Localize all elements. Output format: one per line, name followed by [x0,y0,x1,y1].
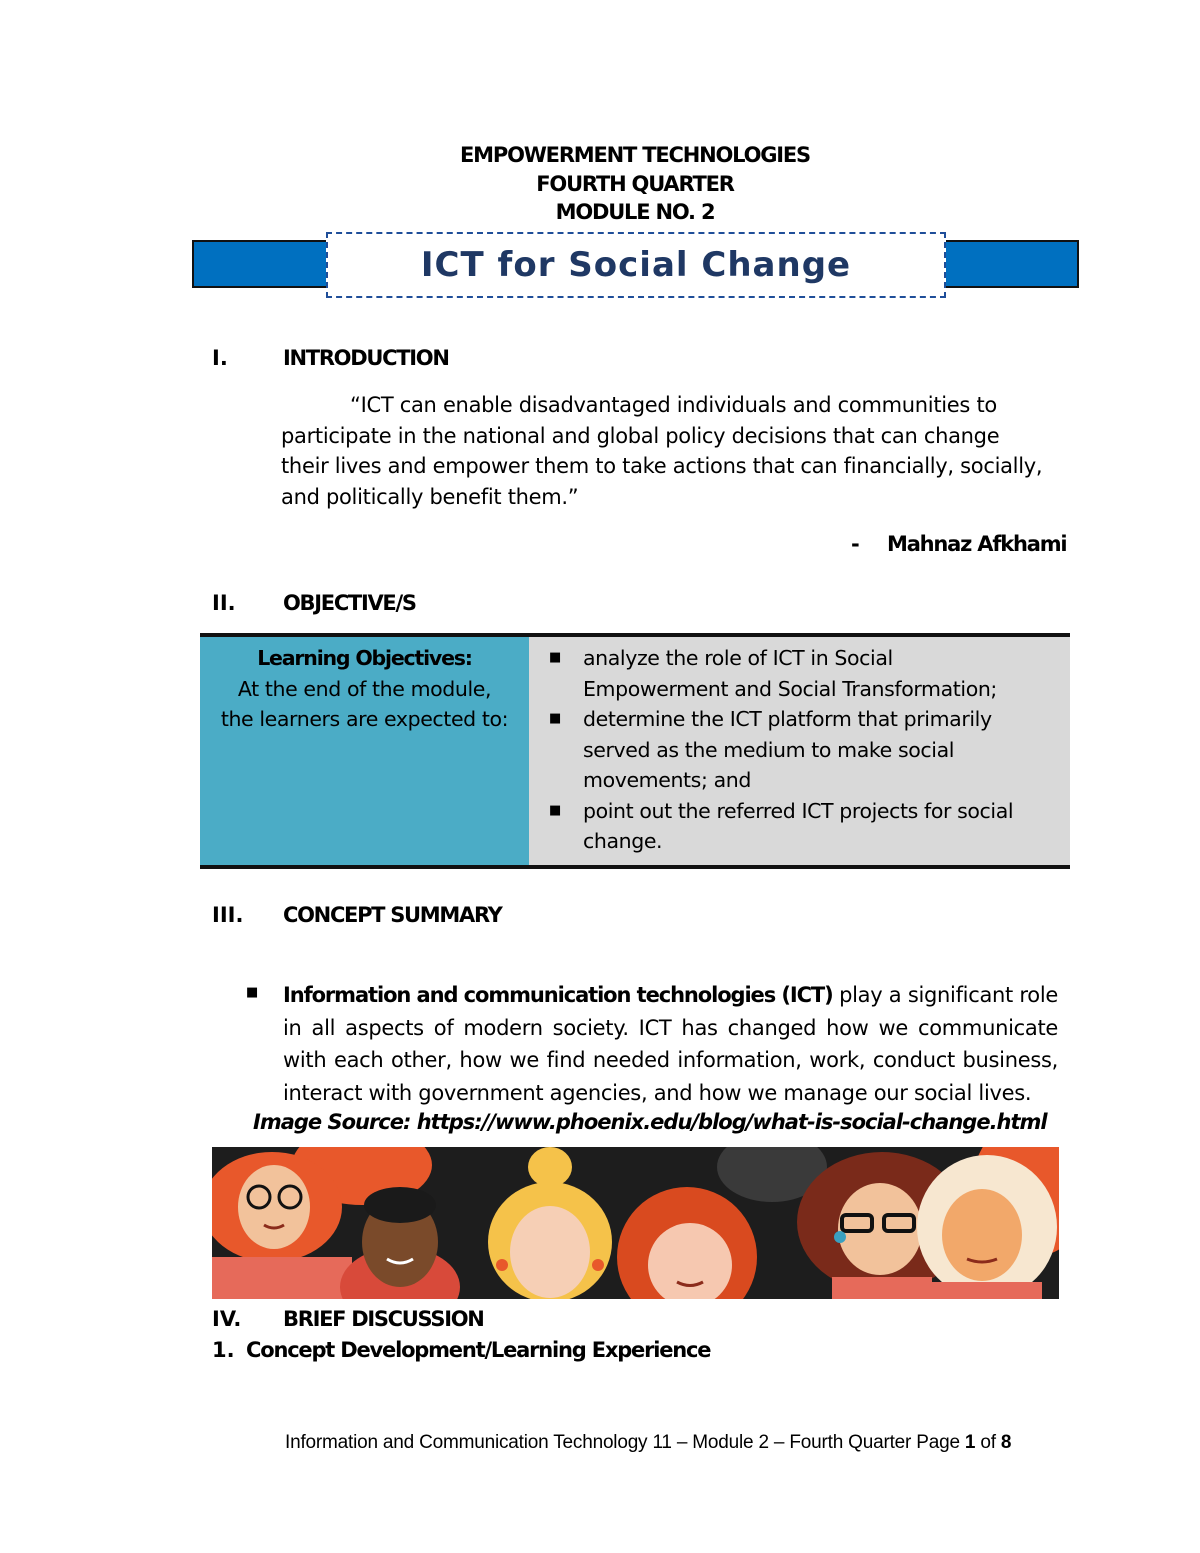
quote-attribution: Mahnaz Afkhami [887,532,1067,556]
square-bullet-icon: ■ [246,985,259,1000]
objectives-label: Learning Objectives: [257,646,472,670]
objective-line: served as the medium to make social [583,737,955,762]
objectives-label-cell [200,637,529,865]
person-hair [364,1187,436,1223]
subject-heading: EMPOWERMENT TECHNOLOGIES [460,143,810,167]
square-bullet-icon: ■ [549,711,561,726]
objectives-list-cell [529,637,1070,865]
objective-line: point out the referred ICT projects for social [583,798,1014,823]
person-hair-bun [528,1147,572,1187]
concept-summary-text: play a significant role in all aspects of modern society. ICT has changed how we communicate with each other, how we find needed information, work, conduct business, interact with government agencies, and how we manage our social lives. [283,983,1058,1105]
introduction-quote [281,390,1081,512]
objective-item [549,796,1060,857]
person-face [510,1206,590,1298]
footer-of: of [975,1432,1001,1453]
quote-line: their lives and empower them to take actions that can financially, socially, [281,454,1043,478]
square-bullet-icon: ■ [549,802,561,818]
section-number-concept-summary: III. [212,903,244,927]
page-footer [285,1432,1011,1454]
section-title-objectives: OBJECTIVE/S [283,591,416,615]
objectives-table [200,633,1070,869]
objective-line: determine the ICT platform that primarily [583,707,992,731]
objective-line: analyze the role of ICT in Social [583,646,893,670]
section-number-brief-discussion: IV. [212,1307,242,1331]
footer-text: Information and Communication Technology 11 – Module 2 – Fourth Quarter Page [285,1432,965,1453]
title-band-left [192,240,330,288]
quarter-heading: FOURTH QUARTER [536,172,734,196]
section-title-concept-summary: CONCEPT SUMMARY [283,903,502,927]
objective-line: change. [583,829,663,853]
section-number-objectives: II. [212,591,236,615]
subsection-number: 1. [212,1338,235,1362]
social-change-illustration [212,1147,1059,1299]
section-title-introduction: INTRODUCTION [283,346,449,370]
person-face [238,1165,310,1249]
person-face [942,1189,1022,1281]
objectives-intro-line: At the end of the module, [237,676,492,701]
square-bullet-icon: ■ [549,650,561,665]
objectives-intro-line: the learners are expected to: [220,707,509,731]
title-band-right [942,240,1079,288]
quote-line: participate in the national and global policy decisions that can change [281,423,1000,448]
person-shirt [212,1257,352,1299]
objective-line: movements; and [583,768,751,792]
footer-total-pages: 8 [1000,1432,1012,1453]
person-shirt [932,1282,1042,1299]
module-heading: MODULE NO. 2 [555,200,715,224]
objective-line: Empowerment and Social Transformation; [583,676,997,701]
quote-line: “ICT can enable disadvantaged individuals and communities to [350,393,997,417]
subsection-title: Concept Development/Learning Experience [246,1338,711,1362]
image-source-caption: Image Source: https://www.phoenix.edu/blog/what-is-social-change.html [253,1110,1047,1134]
concept-summary-paragraph [283,979,1058,1109]
objective-item [549,643,1060,704]
footer-page-number: 1 [964,1432,976,1453]
section-title-brief-discussion: BRIEF DISCUSSION [283,1307,484,1331]
module-title: ICT for Social Change [326,232,946,298]
concept-summary-lead: Information and communication technologies (ICT) [283,983,833,1007]
objective-item [549,704,1060,796]
quote-line: and politically benefit them.” [281,484,579,509]
person-shirt [832,1277,932,1299]
attribution-dash: - [851,532,860,556]
section-number-introduction: I. [212,346,228,370]
